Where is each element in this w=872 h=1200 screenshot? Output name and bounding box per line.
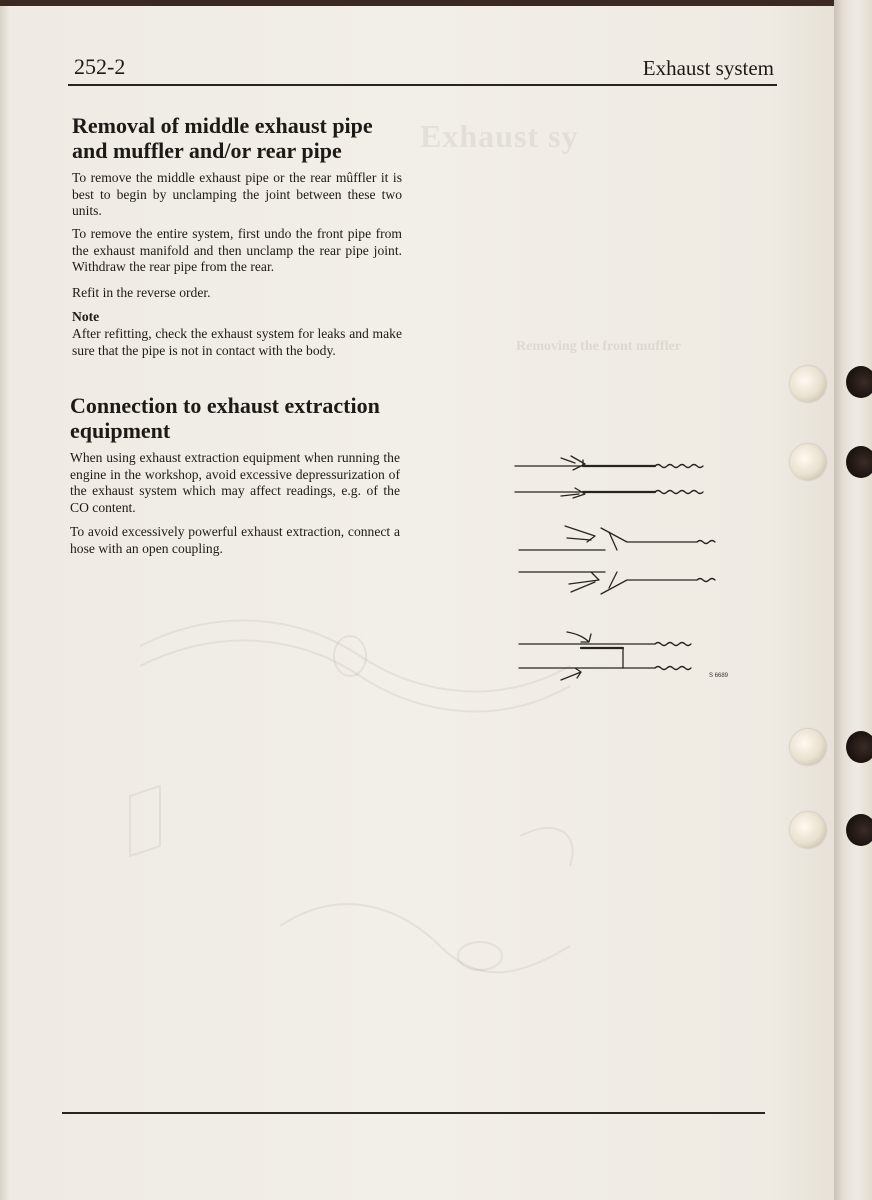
binder-hole	[790, 812, 826, 848]
binder-hole-shadow	[846, 731, 872, 763]
binder-hole	[790, 444, 826, 480]
next-page-edge	[834, 0, 872, 1200]
exhaust-coupling-diagram	[505, 446, 745, 686]
note-label: Note	[72, 309, 100, 324]
binder-hole-shadow	[846, 446, 872, 478]
show-through-subtitle: Removing the front muffler	[516, 339, 681, 354]
coupling-variant-funnel	[519, 526, 715, 594]
paragraph-connection-2: To avoid excessively powerful exhaust extraction, connect a hose with an open coupling.	[70, 524, 400, 556]
binder-hole-shadow	[846, 366, 872, 398]
page-number: 252-2	[74, 54, 126, 79]
header-rule	[68, 84, 777, 86]
show-through-title: Exhaust sy	[420, 118, 579, 154]
heading-connection: Connection to exhaust extraction equipment	[70, 393, 380, 443]
manual-page	[0, 6, 834, 1200]
paragraph-removal-2: To remove the entire system, first undo the front pipe from the exhaust manifold and then unclamp the rear pipe joint. Withdraw the rear pipe from the rear.	[72, 226, 402, 274]
paragraph-removal-3: Refit in the reverse order.	[72, 285, 211, 300]
heading-removal: Removal of middle exhaust pipe and muffler and/or rear pipe	[72, 113, 373, 163]
section-header-title: Exhaust system	[642, 56, 774, 80]
coupling-variant-open	[519, 632, 691, 680]
paragraph-connection-1: When using exhaust extraction equipment when running the engine in the workshop, avoid excessive depressurization of the exhaust system which may affect readings, e.g. of the CO content.	[70, 450, 400, 515]
binder-hole	[790, 366, 826, 402]
figure-reference: S 6689	[709, 673, 729, 679]
footer-rule	[62, 1112, 765, 1114]
binder-hole	[790, 729, 826, 765]
coupling-variant-straight	[515, 456, 703, 498]
note-text: After refitting, check the exhaust system for leaks and make sure that the pipe is not in contact with the body.	[72, 326, 402, 358]
paragraph-removal-1: To remove the middle exhaust pipe or the rear mûffler it is best to begin by unclamping the joint between these two units.	[72, 170, 402, 218]
binder-hole-shadow	[846, 814, 872, 846]
